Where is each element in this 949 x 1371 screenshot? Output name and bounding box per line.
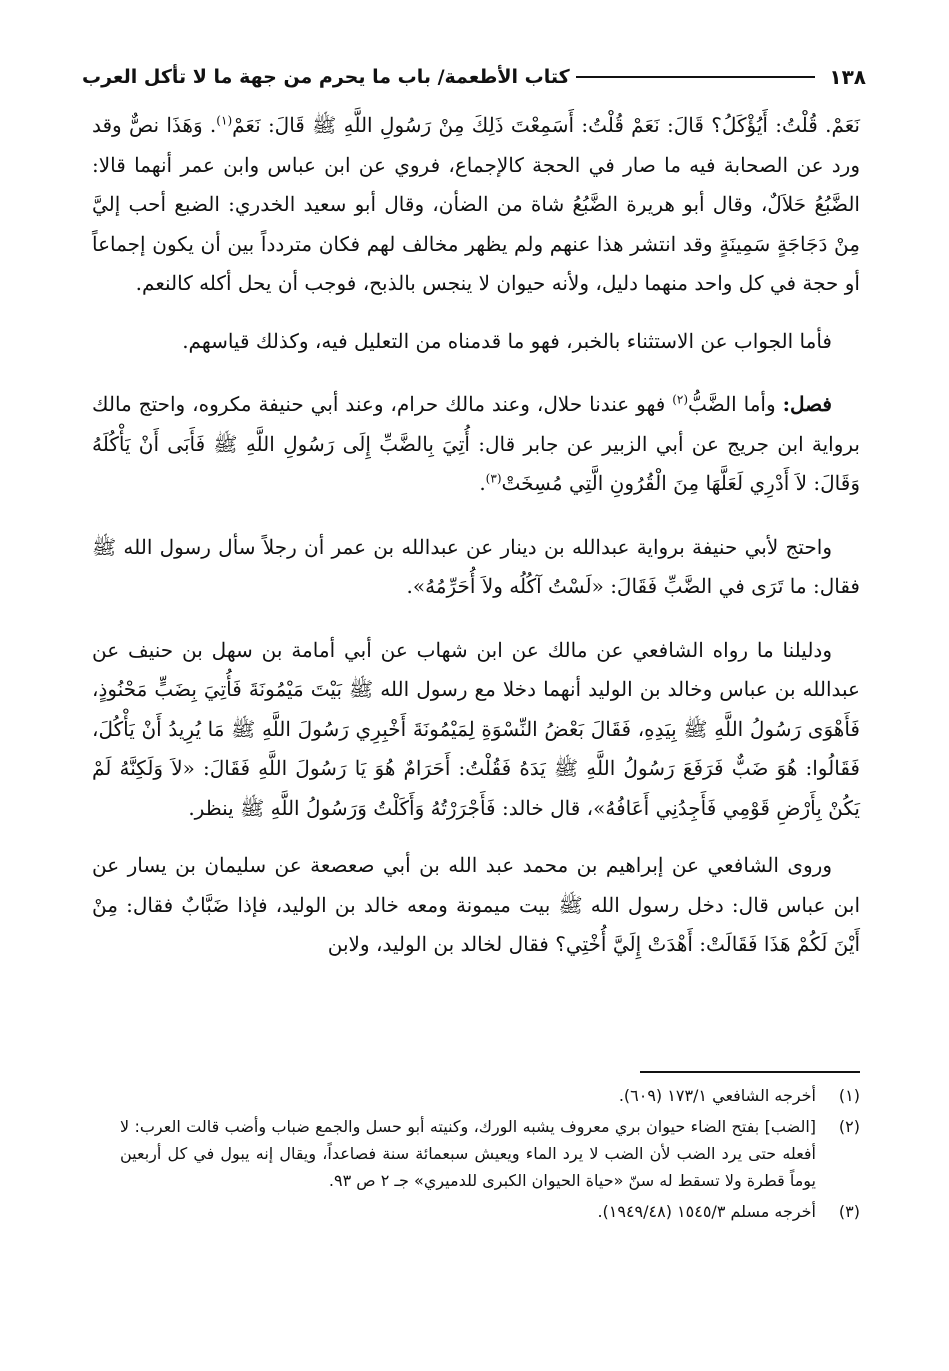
main-text bbox=[92, 106, 860, 965]
paragraph-1-continuation: . وَهَذَا نصٌّ وقد ورد عن الصحابة فيه ما صار في الحجة كالإجماع، فروي عن ابن عباس وابن عمر أنهما قالا: الضَّبُعُ حَلاَلٌ، وقال أبو هريرة الضَّبُعُ شاة من الضأن، وقال أبو سعيد الخدري: الضبع أحب إليَّ مِنْ دَجَاجَةٍ سَمِينَةٍ وقد انتشر هذا عنهم ولم يظهر مخالف لهم فكان متردداً بين أن يكون إجماعاً أو حجة في كل واحد منهما دليل، ولأنه حيوان لا ينجس بالذبح، فوجب أن يحل أكله كالنعم. bbox=[92, 113, 860, 295]
footnote-3-number: (٣) bbox=[838, 1202, 860, 1221]
header-rule bbox=[576, 76, 816, 78]
footnote-ref-3: (٣) bbox=[485, 471, 502, 486]
footnote-3 bbox=[120, 1198, 860, 1225]
paragraph-3-middle: فهو عندنا حلال، وعند مالك حرام، وعند أبي حنيفة مكروه، واحتج مالك برواية ابن جريج عن أبي الزبير عن جابر قال: أُتِيَ بِالضَّبِّ إِلَى رَسُولِ اللَّهِ ﷺ فَأَبَى أَنْ يَأْكُلَهُ وَقَالَ: لاَ أَدْرِي لَعَلَّهَا مِنَ الْقُرُونِ الَّتِي مُسِخَتْ bbox=[92, 392, 860, 495]
paragraph-2: فأما الجواب عن الاستثناء بالخبر، فهو ما قدمناه من التعليل فيه، وكذلك قياسهم. bbox=[182, 328, 832, 353]
paragraph-1 bbox=[92, 106, 860, 304]
paragraph-3-end: . bbox=[479, 471, 486, 495]
footnote-2 bbox=[120, 1113, 860, 1194]
footnote-1-text: أخرجه الشافعي ١٧٣/١ (٦٠٩). bbox=[618, 1086, 816, 1105]
page-number: ١٣٨ bbox=[829, 65, 866, 89]
paragraph-3-start: وأما الضَّبُّ bbox=[688, 392, 783, 416]
section-label: فصل: bbox=[782, 392, 832, 416]
footnote-2-text: [الضب] بفتح الضاء حيوان بري معروف يشبه الورك، وكنيته أبو حسل والجمع ضباب وأضب قالت العرب: لا أفعله حتى يرد الضب لأن الضب لا يرد الماء ويعيش سبعمائة سنة فصاعداً، ويقال إنه يبول في كل أربعين يوماً قطرة ولا تسقط له سنّ «حياة الحيوان الكبرى للدميري» جـ ٢ ص ٩٣. bbox=[120, 1117, 816, 1190]
footnote-1 bbox=[120, 1082, 860, 1109]
footnote-rule bbox=[640, 1071, 860, 1073]
page-header bbox=[82, 60, 866, 94]
paragraph-3 bbox=[92, 385, 860, 504]
running-title: كتاب الأطعمة/ باب ما يحرم من جهة ما لا تأكل العرب bbox=[82, 66, 570, 88]
footnote-ref-1: (١) bbox=[216, 113, 233, 128]
footnote-3-text: أخرجه مسلم ١٥٤٥/٣ (١٩٤٩/٤٨). bbox=[597, 1202, 816, 1221]
footnote-1-number: (١) bbox=[838, 1086, 860, 1105]
footnote-2-number: (٢) bbox=[838, 1117, 860, 1136]
footnote-ref-2: (٢) bbox=[672, 392, 689, 407]
paragraph-6: وروى الشافعي عن إبراهيم بن محمد عبد الله بن أبي صعصعة عن سليمان بن يسار عن ابن عباس قال: دخل رسول الله ﷺ بيت ميمونة ومعه خالد بن الوليد، فإذا ضَبَّابٌ فقال: مِنْ أَيْنَ لَكُمْ هَذَا فَقَالَتْ: أَهْدَتْ إِلَيَّ أُخْتِي؟ فقال لخالد بن الوليد، ولابن bbox=[92, 853, 860, 956]
paragraph-1-text: نَعَمْ. قُلْتُ: أَيُؤْكَلُ؟ قَالَ: نَعَمْ قُلْتُ: أَسَمِعْتَ ذَلِكَ مِنْ رَسُولِ اللَّهِ ﷺ قَالَ: نَعَمْ bbox=[232, 113, 860, 137]
paragraph-4: واحتج لأبي حنيفة برواية عبدالله بن دينار عن عبدالله بن عمر أن رجلاً سأل رسول الله ﷺ فقال: ما تَرَى في الضَّبِّ فَقَالَ: «لَسْتُ آكُلُه ولاَ أُحَرِّمُهُ». bbox=[92, 534, 860, 598]
paragraph-5: ودليلنا ما رواه الشافعي عن مالك عن ابن شهاب عن أبي أمامة بن سهل بن حنيف عن عبدالله بن عباس وخالد بن الوليد أنهما دخلا مع رسول الله ﷺ بَيْتَ مَيْمُونَةَ فَأُتِيَ بِضَبٍّ مَحْنُوذٍ، فَأَهْوَى رَسُولُ اللَّهِ ﷺ بِيَدِهِ، فَقَالَ بَعْضُ النِّسْوَةِ لِمَيْمُونَةَ أَخْبِرِي رَسُولَ اللَّهِ ﷺ مَا يُرِيدُ أَنْ يَأْكُلَ، فَقَالُوا: هُوَ ضَبٌّ فَرَفَعَ رَسُولُ اللَّهِ ﷺ يَدَهُ فَقُلْتُ: أَحَرَامٌ هُوَ يَا رَسُولَ اللَّهِ فَقَالَ: «لاَ وَلَكِنَّهُ لَمْ يَكُنْ بِأَرْضِ قَوْمِي فَأَجِدُنِي أَعَافُهُ»، قال خالد: فَأَجْرَرْتُهُ وَأَكَلْتُ وَرَسُولُ اللَّهِ ﷺ ينظر. bbox=[92, 637, 860, 820]
footnotes bbox=[120, 1082, 860, 1225]
